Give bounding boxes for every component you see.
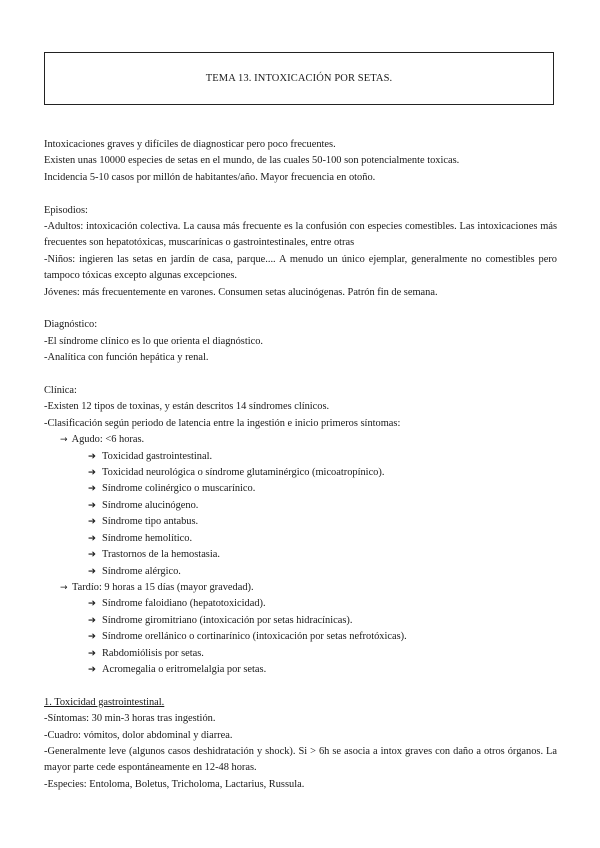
list-item: ➔ Síndrome tipo antabus.	[44, 514, 557, 530]
list-item: ➔ Síndrome alucinógeno.	[44, 498, 557, 514]
diagnostico-item: -El síndrome clínico es lo que orienta el diagnóstico.	[44, 335, 264, 347]
toxicidad-especies: -Especies: Entoloma, Boletus, Tricholoma, Lactarius, Russula.	[44, 778, 305, 790]
toxicidad-generalmente: -Generalmente leve (algunos casos deshidratación y shock). Si > 6h se asocia a intox graves con daño a otros órganos. La mayor parte cede espontáneamente en 12-48 horas.	[44, 745, 557, 774]
arrow-right-icon: →	[60, 582, 68, 593]
episodios-jovenes: Jóvenes: más frecuentemente en varones. Consumen setas alucinógenas. Patrón fin de semana.	[44, 286, 438, 298]
list-item: ➔ Toxicidad neurológica o síndrome glutaminérgico (micoatropínico).	[44, 465, 557, 481]
document-body	[44, 137, 557, 793]
bullet-arrow-icon: ➔	[88, 532, 96, 544]
list-item: ➔ Rabdomiólisis por setas.	[44, 646, 557, 662]
title-box	[44, 52, 554, 105]
page-title: TEMA 13. INTOXICACIÓN POR SETAS.	[205, 73, 393, 84]
list-item: ➔ Trastornos de la hemostasia.	[44, 547, 557, 563]
episodios-heading: Episodios:	[44, 204, 88, 216]
diagnostico-heading: Diagnóstico:	[44, 319, 98, 331]
bullet-arrow-icon: ➔	[88, 450, 96, 462]
list-item: ➔ Síndrome giromitriano (intoxicación por setas hidracínicas).	[44, 613, 557, 629]
bullet-arrow-icon: ➔	[88, 598, 96, 610]
toxicidad-heading: 1. Toxicidad gastrointestinal.	[44, 696, 165, 708]
agudo-label: Agudo: <6 horas.	[71, 434, 145, 446]
intro-line-2: Existen unas 10000 especies de setas en el mundo, de las cuales 50-100 son potencialmente toxicas.	[44, 155, 460, 167]
clinica-item: -Clasificación según periodo de latencia entre la ingestión e inicio primeros síntomas:	[44, 417, 401, 429]
episodios-adultos: -Adultos: intoxicación colectiva. La causa más frecuente es la confusión con especies comestibles. Las intoxicaciones más frecuentes son hepatotóxicas, muscarínicas o gastrointestinales, entre otras	[44, 221, 557, 249]
bullet-arrow-icon: ➔	[88, 565, 96, 577]
list-item: ➔ Síndrome faloidiano (hepatotoxicidad).	[44, 596, 557, 612]
diagnostico-item: -Analítica con función hepática y renal.	[44, 352, 209, 364]
intro-line-1: Intoxicaciones graves y difíciles de diagnosticar pero poco frecuentes.	[44, 139, 336, 150]
list-item: ➔ Síndrome hemolítico.	[44, 531, 557, 547]
list-item: ➔ Toxicidad gastrointestinal.	[44, 449, 557, 465]
list-item: ➔ Síndrome alérgico.	[44, 564, 557, 580]
clinica-item: -Existen 12 tipos de toxinas, y están descritos 14 síndromes clínicos.	[44, 401, 330, 413]
episodios-ninos: -Niños: ingieren las setas en jardín de casa, parque.... A menudo un único ejemplar, generalmente no comestibles pero tampoco tóxicas excepto algunas excepciones.	[44, 253, 557, 282]
bullet-arrow-icon: ➔	[88, 499, 96, 511]
bullet-arrow-icon: ➔	[88, 647, 96, 659]
bullet-arrow-icon: ➔	[88, 467, 96, 479]
agudo-label-row	[44, 432, 557, 448]
toxicidad-sintomas: -Síntomas: 30 min-3 horas tras ingestión.	[44, 713, 216, 725]
bullet-arrow-icon: ➔	[88, 614, 96, 626]
clinica-heading: Clínica:	[44, 385, 77, 397]
intro-line-3: Incidencia 5-10 casos por millón de habitantes/año. Mayor frecuencia en otoño.	[44, 171, 376, 183]
list-item: ➔ Acromegalia o eritromelalgia por setas.	[44, 662, 557, 678]
toxicidad-cuadro: -Cuadro: vómitos, dolor abdominal y diarrea.	[44, 729, 233, 741]
tardio-label: Tardío: 9 horas a 15 días (mayor gravedad).	[71, 581, 254, 593]
list-item: ➔ Síndrome orellánico o cortinarínico (intoxicación por setas nefrotóxicas).	[44, 629, 557, 645]
bullet-arrow-icon: ➔	[88, 549, 96, 561]
bullet-arrow-icon: ➔	[88, 516, 96, 528]
tardio-label-row	[44, 580, 557, 596]
bullet-arrow-icon: ➔	[88, 663, 96, 675]
bullet-arrow-icon: ➔	[88, 631, 96, 643]
list-item: ➔ Síndrome colinérgico o muscarínico.	[44, 481, 557, 497]
arrow-right-icon: →	[60, 435, 68, 446]
bullet-arrow-icon: ➔	[88, 483, 96, 495]
